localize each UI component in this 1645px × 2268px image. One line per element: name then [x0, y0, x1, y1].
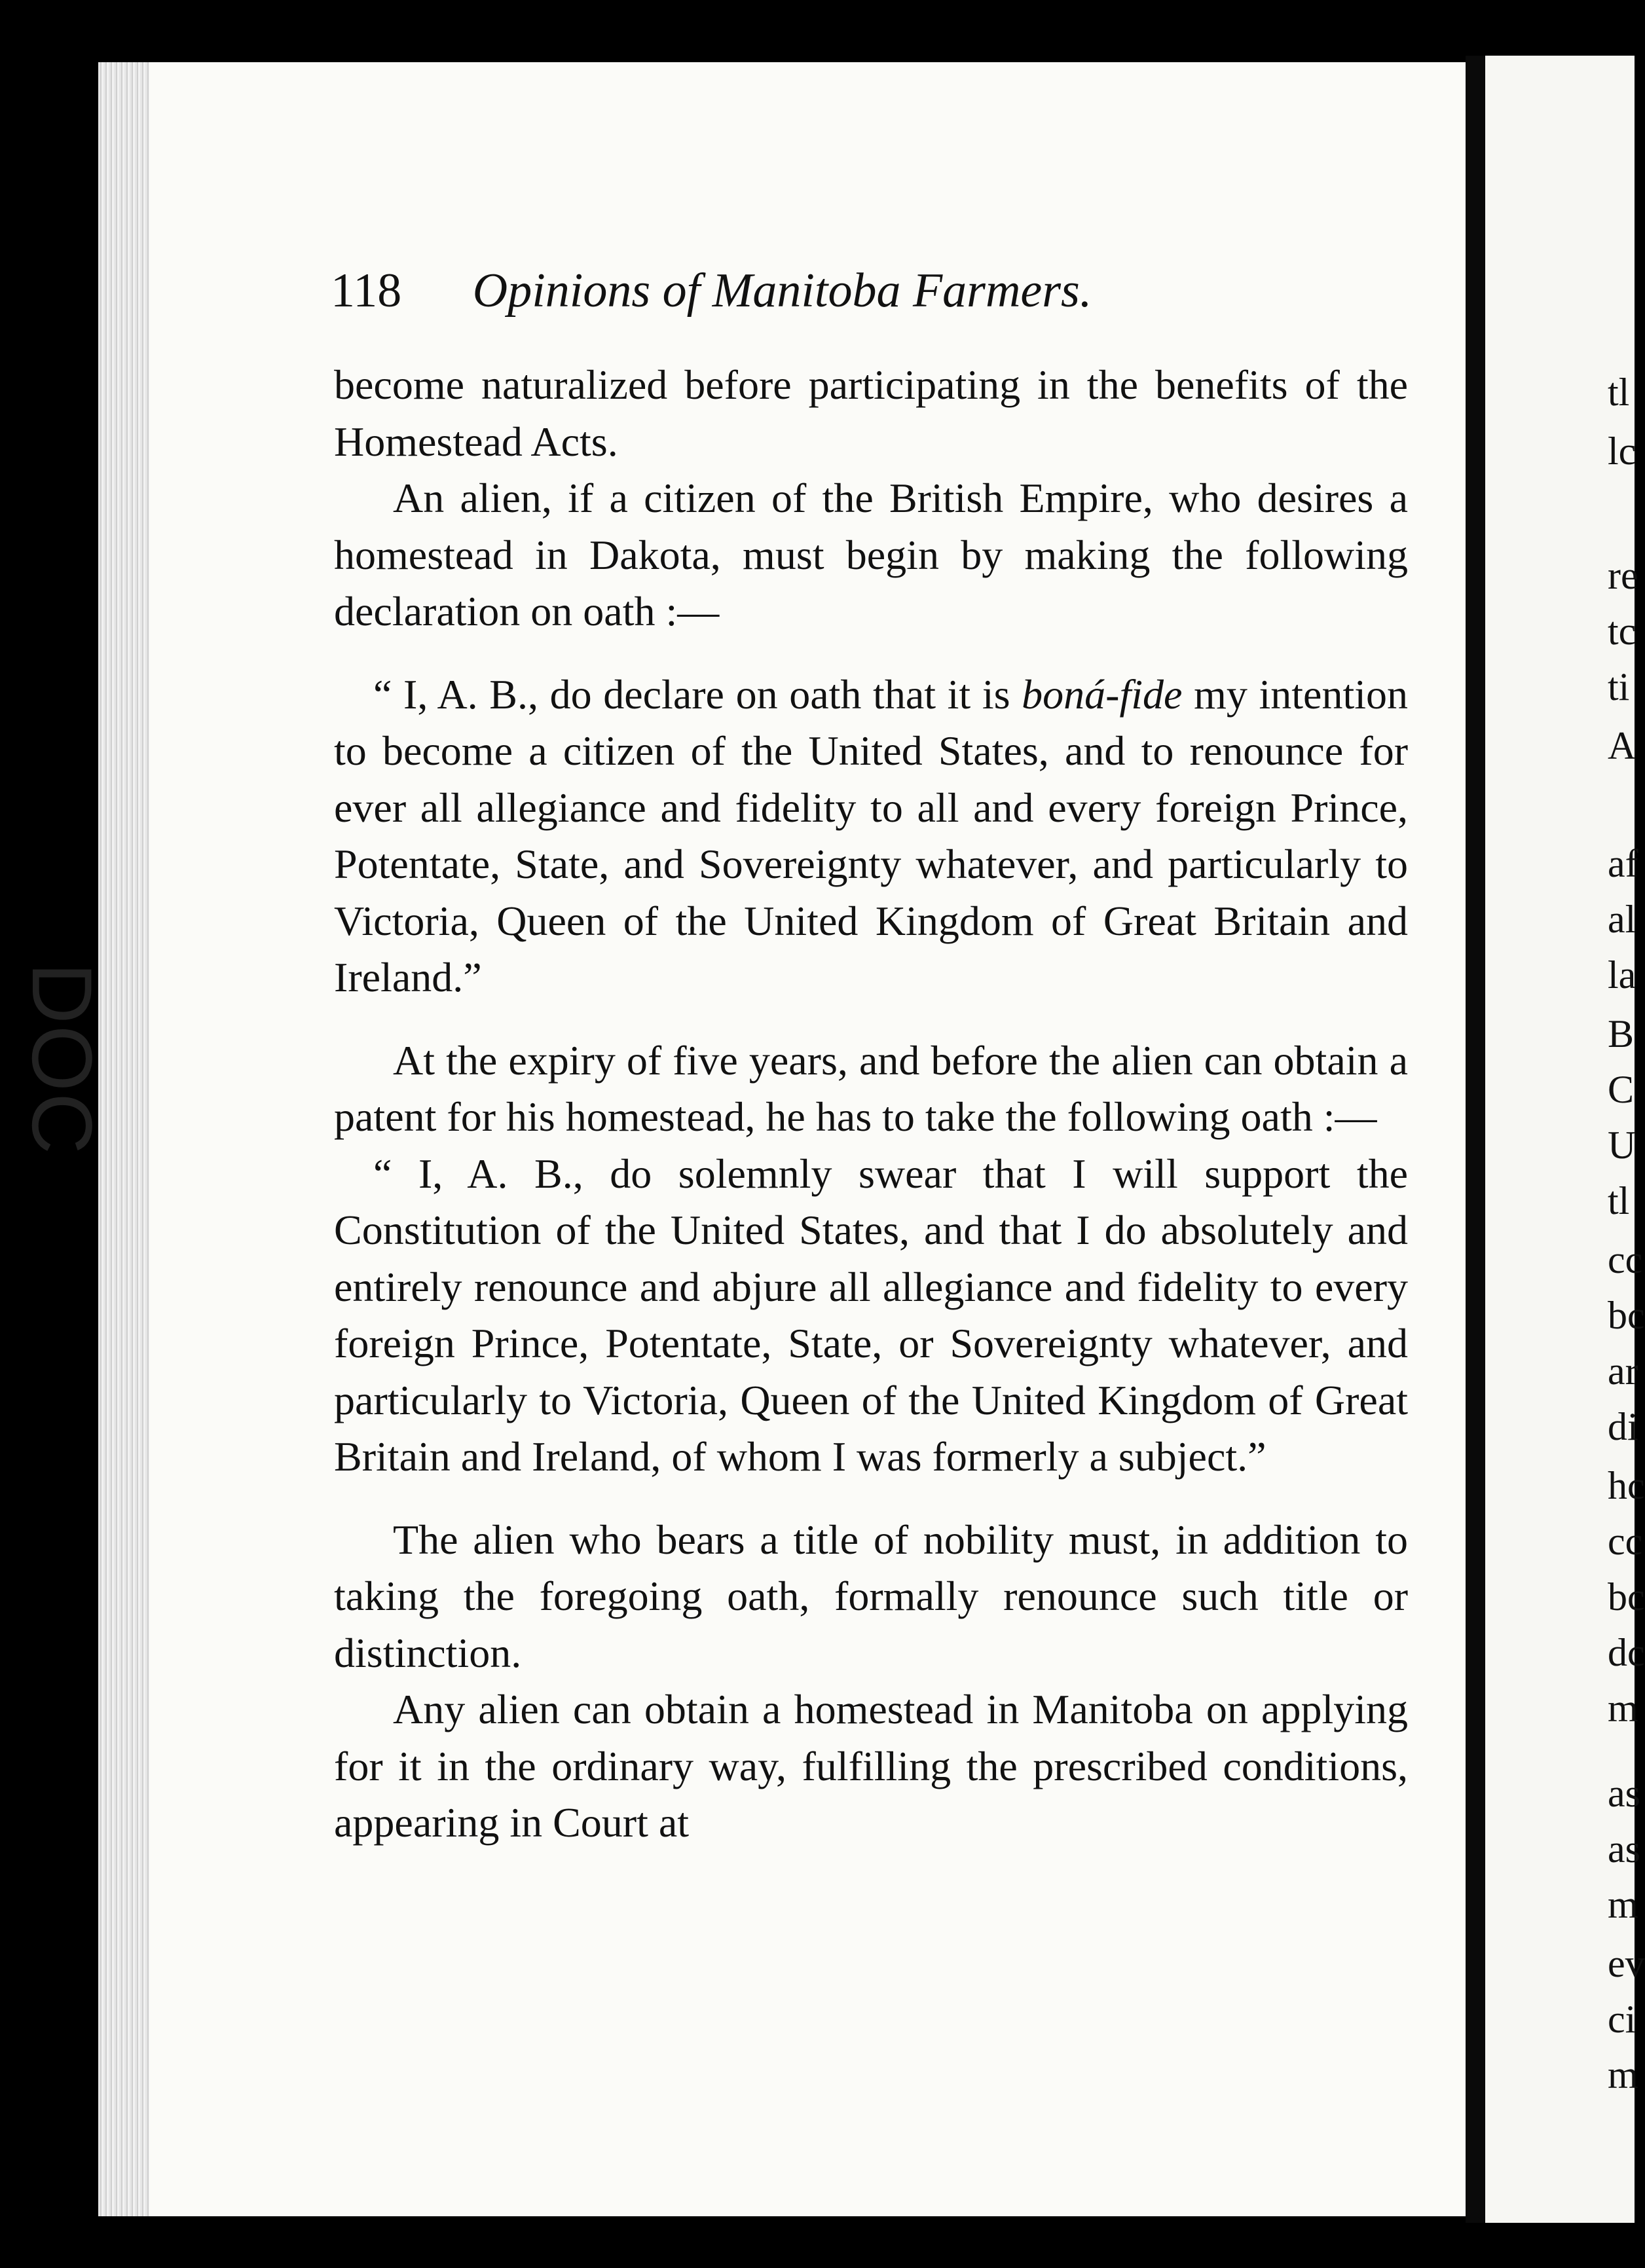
facing-page-fragment: tl	[1608, 1179, 1630, 1222]
paragraph-7: Any alien can obtain a homestead in Manitoba on applying for it in the ordinary way, fulfilling the prescribed conditions, appearing in Court at	[334, 1686, 1408, 1846]
facing-page-fragment: di	[1608, 1405, 1638, 1448]
facing-page-fragment: m	[1608, 2053, 1638, 2096]
facing-page-fragment: ev	[1608, 1942, 1645, 1985]
facing-page-fragment: tc	[1608, 610, 1636, 653]
declaration-rest: my intention to become a citizen of the United States, and to renounce for ever all allegiance and fidelity to all and every foreign Prince, Potentate, State, and Sovereignty whatever, and particularly to Victoria, Queen of the United Kingdom of Great Britain and Ireland.”	[334, 670, 1409, 1000]
facing-page-fragment: as	[1608, 1772, 1640, 1815]
running-head	[331, 262, 1215, 319]
facing-page-fragment: lc	[1608, 430, 1636, 473]
facing-page-fragment: tl	[1608, 371, 1630, 414]
facing-page-fragment: bc	[1608, 1575, 1645, 1619]
paragraph-1: become naturalized before participating in the benefits of the Homestead Acts.	[334, 361, 1408, 465]
facing-page-fragment: hc	[1608, 1464, 1645, 1507]
facing-page-fragment: C	[1608, 1068, 1635, 1111]
oath-quote: “ I, A. B., do solemnly swear that I will support the Constitution of the United States, and that I do absolutely and entirely renounce and abjure all allegiance and fidelity to every foreign Prince, Potentate, State, or Sovereignty whatever, and particularly to Victoria, Queen of the United Kingdom of Great Britain and Ireland, of whom I was formerly a subject.”	[334, 1150, 1408, 1480]
library-stamp: DOC	[14, 962, 110, 1156]
running-title: Opinions of Manitoba Farmers.	[472, 264, 1092, 318]
facing-page-fragment: A	[1608, 724, 1636, 767]
facing-page-fragment: m	[1608, 1883, 1638, 1926]
facing-page-fragment: m	[1608, 1687, 1638, 1730]
paragraph-4: At the expiry of five years, and before the alien can obtain a patent for his homestead, he has to take the following oath :—	[334, 1036, 1408, 1140]
facing-page-fragment: ti	[1608, 665, 1630, 708]
facing-page-fragment: U	[1608, 1124, 1636, 1167]
facing-page-fragment: bc	[1608, 1294, 1645, 1337]
facing-page-fragment: al	[1608, 898, 1636, 941]
facing-page-fragment: cc	[1608, 1520, 1643, 1563]
facing-page-fragment: B	[1608, 1012, 1635, 1055]
facing-page-fragment: as	[1608, 1827, 1640, 1871]
facing-page-fragment: ci	[1608, 1998, 1636, 2041]
declaration-start: “ I, A. B., do declare on oath that it is	[373, 670, 1022, 718]
declaration-italic: boná-fide	[1022, 670, 1183, 718]
paragraph-2: An alien, if a citizen of the British Empire, who desires a homestead in Dakota, must begin by making the following declaration on oath :—	[334, 475, 1408, 634]
declaration-quote	[334, 667, 1408, 1006]
facing-page-fragment: la	[1608, 953, 1636, 997]
facing-page-fragment: dc	[1608, 1631, 1645, 1674]
body-text	[334, 357, 1408, 1852]
facing-page-fragment: cc	[1608, 1238, 1643, 1281]
paragraph-6: The alien who bears a title of nobility must, in addition to taking the foregoing oath, formally renounce such title or distinction.	[334, 1516, 1408, 1676]
book-gutter	[1466, 56, 1485, 2223]
page-number: 118	[331, 264, 402, 318]
facing-page-fragment: af	[1608, 842, 1638, 885]
facing-page-fragment: ar	[1608, 1349, 1638, 1393]
facing-page-fragment: re	[1608, 554, 1638, 597]
